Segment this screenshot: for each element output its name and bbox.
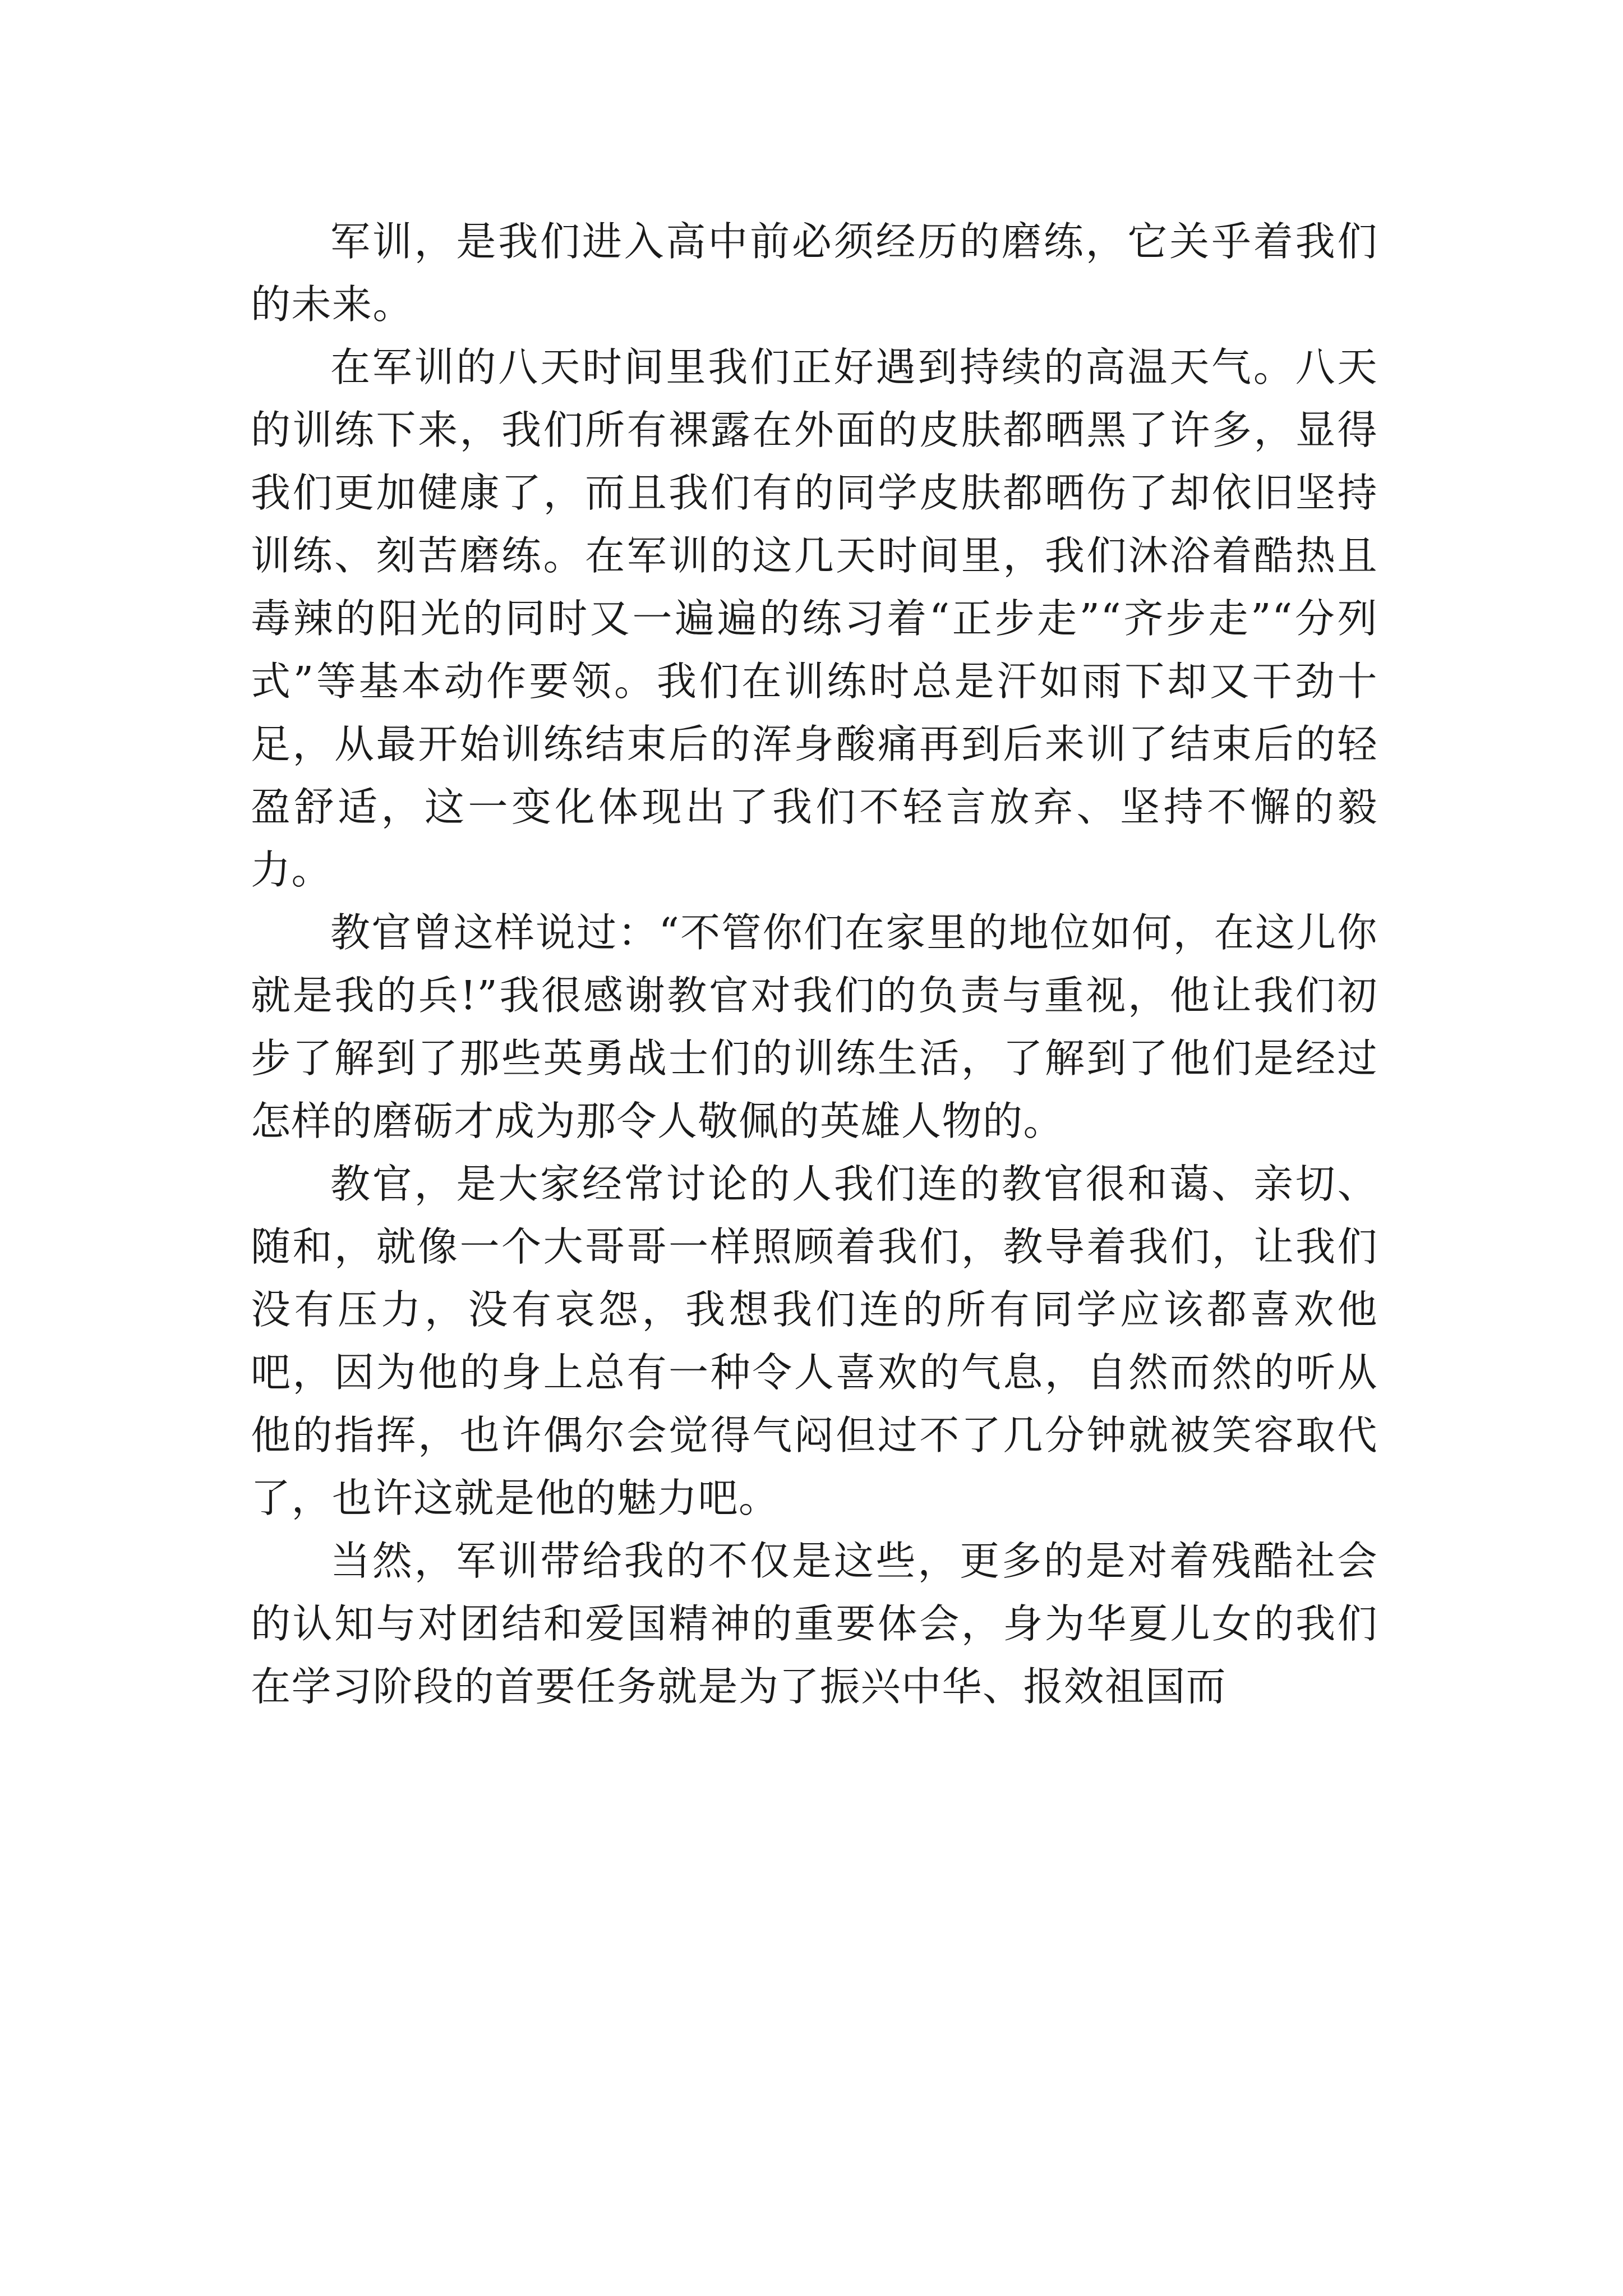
document-body: [251, 210, 1378, 1718]
paragraph-5: 当然，军训带给我的不仅是这些，更多的是对着残酷社会的认知与对团结和爱国精神的重要体会，身为华夏儿女的我们在学习阶段的首要任务就是为了振兴中华、报效祖国而: [251, 1538, 1378, 1710]
paragraph-4: 教官，是大家经常讨论的人我们连的教官很和蔼、亲切、随和，就像一个大哥哥一样照顾着我们，教导着我们，让我们没有压力，没有哀怨，我想我们连的所有同学应该都喜欢他吧，因为他的身上总有一种令人喜欢的气息，自然而然的听从他的指挥，也许偶尔会觉得气闷但过不了几分钟就被笑容取代了，也许这就是他的魅力吧。: [251, 1161, 1378, 1521]
paragraph-1: 军训，是我们进入高中前必须经历的磨练，它关乎着我们的未来。: [251, 218, 1378, 328]
paragraph-3: 教官曾这样说过：“不管你们在家里的地位如何，在这儿你就是我的兵!”我很感谢教官对我们的负责与重视，他让我们初步了解到了那些英勇战士们的训练生活，了解到了他们是经过怎样的磨砺才成为那令人敬佩的英雄人物的。: [251, 909, 1378, 1144]
paragraph-2: 在军训的八天时间里我们正好遇到持续的高温天气。八天的训练下来，我们所有裸露在外面的皮肤都晒黑了许多，显得我们更加健康了，而且我们有的同学皮肤都晒伤了却依旧坚持训练、刻苦磨练。在军训的这几天时间里，我们沐浴着酷热且毒辣的阳光的同时又一遍遍的练习着“正步走”“齐步走”“分列式”等基本动作要领。我们在训练时总是汗如雨下却又干劲十足，从最开始训练结束后的浑身酸痛再到后来训了结束后的轻盈舒适，这一变化体现出了我们不轻言放弃、坚持不懈的毅力。: [251, 344, 1378, 893]
